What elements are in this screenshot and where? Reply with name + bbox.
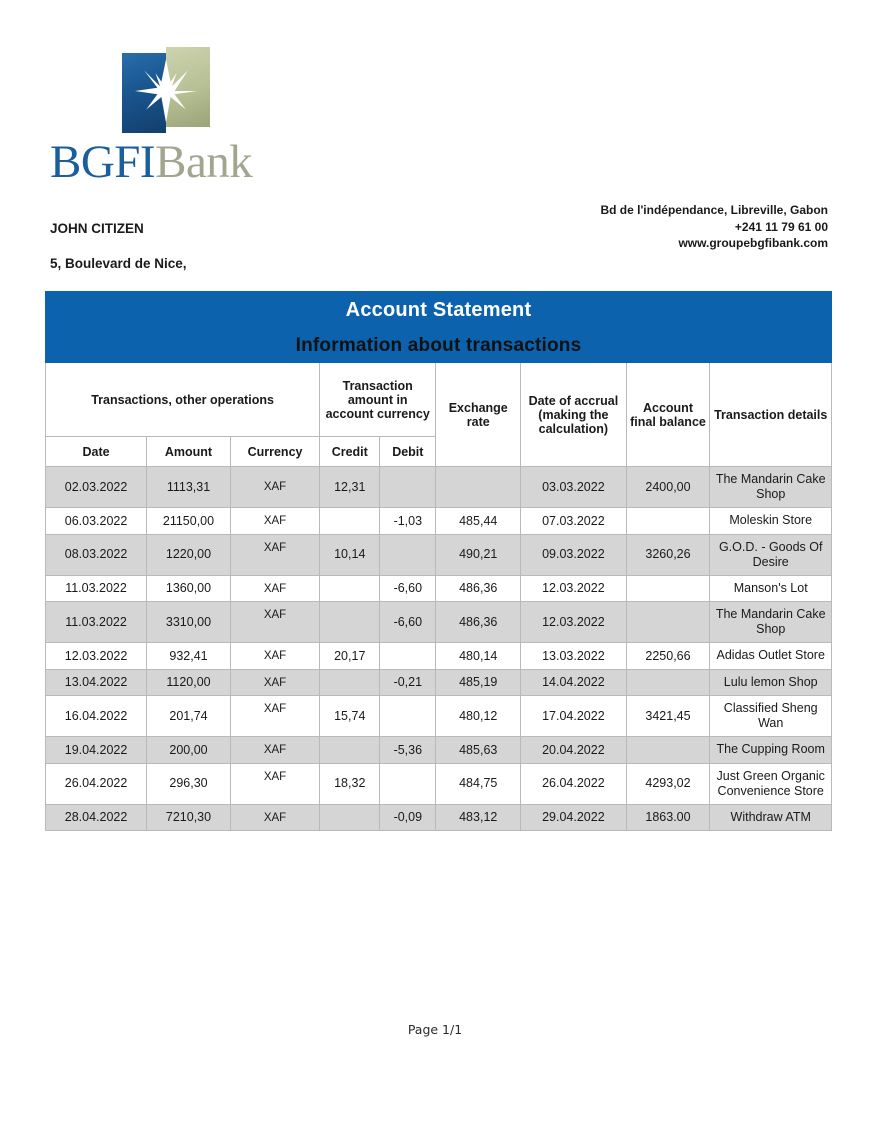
cell-credit: 15,74 [320, 696, 380, 737]
cell-amount: 1113,31 [147, 467, 231, 508]
cell-date-of-accrual: 12.03.2022 [521, 602, 626, 643]
cell-details: Moleskin Store [710, 508, 832, 535]
cell-debit: -0,09 [380, 804, 436, 831]
cell-currency: XAF [230, 643, 319, 670]
cell-currency: XAF [230, 467, 319, 508]
cell-currency: XAF [230, 534, 319, 575]
cell-date-of-accrual: 20.04.2022 [521, 737, 626, 764]
cell-exchange-rate: 483,12 [436, 804, 521, 831]
cell-currency: XAF [230, 804, 319, 831]
cell-date: 16.04.2022 [46, 696, 147, 737]
cell-exchange-rate: 485,44 [436, 508, 521, 535]
cell-currency: XAF [230, 696, 319, 737]
statement-title-banner [46, 292, 832, 330]
client-address-line1: 5, Boulevard de Nice, [50, 255, 187, 271]
cell-date-of-accrual: 26.04.2022 [521, 763, 626, 804]
cell-credit [320, 575, 380, 602]
cell-debit: -1,03 [380, 508, 436, 535]
cell-exchange-rate: 486,36 [436, 602, 521, 643]
cell-date-of-accrual: 03.03.2022 [521, 467, 626, 508]
cell-debit [380, 534, 436, 575]
cell-amount: 200,00 [147, 737, 231, 764]
table-header-group-row [46, 363, 832, 437]
header-amount: Amount [147, 437, 231, 467]
header-currency: Currency [230, 437, 319, 467]
page-footer [0, 1022, 870, 1037]
cell-exchange-rate: 484,75 [436, 763, 521, 804]
cell-details: Manson's Lot [710, 575, 832, 602]
cell-debit: -6,60 [380, 602, 436, 643]
table-row [46, 669, 832, 696]
cell-credit: 18,32 [320, 763, 380, 804]
cell-date: 12.03.2022 [46, 643, 147, 670]
wordmark-bank: Bank [155, 136, 253, 188]
table-row [46, 737, 832, 764]
cell-date: 06.03.2022 [46, 508, 147, 535]
bank-contact-block [600, 202, 828, 252]
cell-exchange-rate [436, 467, 521, 508]
cell-debit [380, 763, 436, 804]
cell-final-balance: 1863.00 [626, 804, 710, 831]
cell-date-of-accrual: 29.04.2022 [521, 804, 626, 831]
header-account-final-balance: Account final balance [626, 363, 710, 467]
cell-credit [320, 804, 380, 831]
table-row [46, 804, 832, 831]
cell-date: 11.03.2022 [46, 575, 147, 602]
cell-credit [320, 602, 380, 643]
client-name: JOHN CITIZEN [50, 220, 144, 236]
cell-currency: XAF [230, 669, 319, 696]
letterhead [0, 0, 870, 270]
cell-amount: 3310,00 [147, 602, 231, 643]
cell-final-balance: 3421,45 [626, 696, 710, 737]
cell-debit [380, 643, 436, 670]
table-row [46, 696, 832, 737]
transaction-rows [46, 467, 832, 831]
cell-date: 13.04.2022 [46, 669, 147, 696]
cell-final-balance [626, 575, 710, 602]
cell-credit: 12,31 [320, 467, 380, 508]
table-row [46, 602, 832, 643]
account-statement-table [45, 291, 832, 831]
cell-details: The Mandarin Cake Shop [710, 602, 832, 643]
cell-amount: 7210,30 [147, 804, 231, 831]
cell-debit: -5,36 [380, 737, 436, 764]
cell-amount: 201,74 [147, 696, 231, 737]
header-debit: Debit [380, 437, 436, 467]
cell-amount: 1120,00 [147, 669, 231, 696]
statement-subtitle: Information about transactions [46, 330, 832, 363]
cell-credit [320, 737, 380, 764]
cell-final-balance: 4293,02 [626, 763, 710, 804]
cell-details: Classified Sheng Wan [710, 696, 832, 737]
cell-debit: -0,21 [380, 669, 436, 696]
bank-phone: +241 11 79 61 00 [734, 219, 828, 234]
cell-date: 02.03.2022 [46, 467, 147, 508]
cell-final-balance [626, 737, 710, 764]
table-row [46, 534, 832, 575]
table-row [46, 643, 832, 670]
page-number: Page 1/1 [407, 1022, 463, 1037]
cell-details: The Cupping Room [710, 737, 832, 764]
cell-amount: 1220,00 [147, 534, 231, 575]
cell-currency: XAF [230, 763, 319, 804]
cell-date: 19.04.2022 [46, 737, 147, 764]
cell-final-balance [626, 669, 710, 696]
cell-details: The Mandarin Cake Shop [710, 467, 832, 508]
cell-date-of-accrual: 14.04.2022 [521, 669, 626, 696]
cell-exchange-rate: 480,14 [436, 643, 521, 670]
bank-website: www.groupebgfibank.com [678, 236, 828, 250]
cell-details: G.O.D. - Goods Of Desire [710, 534, 832, 575]
cell-final-balance [626, 508, 710, 535]
cell-amount: 932,41 [147, 643, 231, 670]
bgfi-wordmark [50, 137, 252, 186]
bank-address: Bd de l'indépendance, Libreville, Gabon [600, 203, 828, 217]
cell-date-of-accrual: 13.03.2022 [521, 643, 626, 670]
cell-date: 28.04.2022 [46, 804, 147, 831]
cell-date: 11.03.2022 [46, 602, 147, 643]
header-transaction-details: Transaction details [710, 363, 832, 467]
cell-currency: XAF [230, 575, 319, 602]
table-row [46, 508, 832, 535]
cell-date-of-accrual: 07.03.2022 [521, 508, 626, 535]
cell-exchange-rate: 490,21 [436, 534, 521, 575]
cell-amount: 296,30 [147, 763, 231, 804]
cell-details: Adidas Outlet Store [710, 643, 832, 670]
cell-amount: 1360,00 [147, 575, 231, 602]
statement-title: Account Statement [46, 292, 832, 330]
cell-currency: XAF [230, 602, 319, 643]
cell-credit: 10,14 [320, 534, 380, 575]
header-credit: Credit [320, 437, 380, 467]
cell-date: 08.03.2022 [46, 534, 147, 575]
cell-credit [320, 508, 380, 535]
cell-final-balance [626, 602, 710, 643]
cell-final-balance: 3260,26 [626, 534, 710, 575]
header-amount-account-currency-group: Transaction amount in account currency [320, 363, 436, 437]
cell-currency: XAF [230, 508, 319, 535]
wordmark-bgfi: BGFI [50, 136, 156, 188]
cell-date-of-accrual: 09.03.2022 [521, 534, 626, 575]
cell-date-of-accrual: 12.03.2022 [521, 575, 626, 602]
cell-exchange-rate: 486,36 [436, 575, 521, 602]
star-icon [133, 58, 199, 124]
statement-subtitle-banner [46, 330, 832, 363]
cell-details: Withdraw ATM [710, 804, 832, 831]
cell-debit [380, 696, 436, 737]
table-row [46, 575, 832, 602]
cell-currency: XAF [230, 737, 319, 764]
header-date: Date [46, 437, 147, 467]
cell-final-balance: 2400,00 [626, 467, 710, 508]
cell-credit: 20,17 [320, 643, 380, 670]
cell-exchange-rate: 485,19 [436, 669, 521, 696]
bgfi-star-logo [122, 47, 210, 133]
header-date-of-accrual: Date of accrual (making the calculation) [521, 363, 626, 467]
header-exchange-rate: Exchange rate [436, 363, 521, 467]
cell-debit: -6,60 [380, 575, 436, 602]
cell-date: 26.04.2022 [46, 763, 147, 804]
table-row [46, 763, 832, 804]
cell-credit [320, 669, 380, 696]
cell-exchange-rate: 480,12 [436, 696, 521, 737]
cell-final-balance: 2250,66 [626, 643, 710, 670]
cell-date-of-accrual: 17.04.2022 [521, 696, 626, 737]
header-transactions-group: Transactions, other operations [46, 363, 320, 437]
cell-exchange-rate: 485,63 [436, 737, 521, 764]
cell-amount: 21150,00 [147, 508, 231, 535]
cell-debit [380, 467, 436, 508]
cell-details: Lulu lemon Shop [710, 669, 832, 696]
table-row [46, 467, 832, 508]
cell-details: Just Green Organic Convenience Store [710, 763, 832, 804]
